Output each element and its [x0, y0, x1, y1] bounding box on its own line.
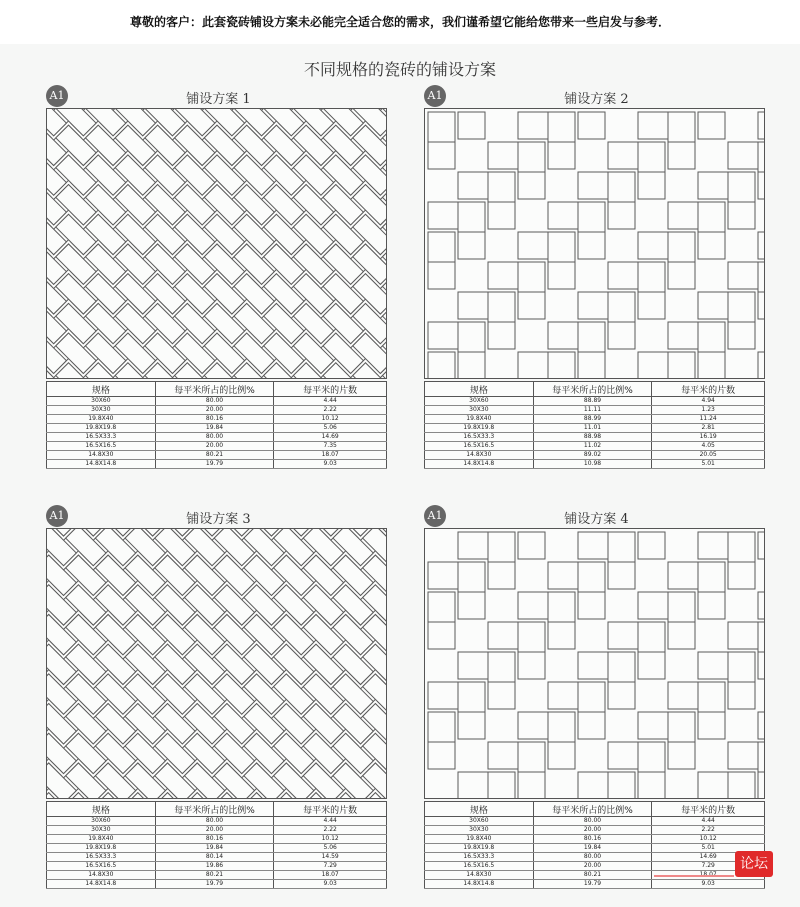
table-row: [47, 397, 387, 406]
table-row: [47, 826, 387, 835]
cell-ratio: 19.84: [155, 424, 274, 433]
table-row: [425, 826, 765, 835]
cell-ratio: 10.98: [533, 460, 652, 469]
header-spec: 规格: [425, 802, 534, 817]
spec-table: [424, 381, 765, 469]
tile: [548, 142, 575, 169]
table-row: [47, 835, 387, 844]
tile: [608, 202, 635, 229]
cell-count: 9.03: [274, 880, 387, 889]
spec-table: [46, 801, 387, 889]
header-ratio: 每平米所占的比例%: [155, 382, 274, 397]
tile: [518, 172, 545, 199]
header-spec: 规格: [47, 382, 156, 397]
table-row: [425, 835, 765, 844]
table-row: [425, 817, 765, 826]
tile: [698, 712, 725, 739]
header-ratio: 每平米所占的比例%: [155, 802, 274, 817]
cell-spec: 14.8X14.8: [47, 880, 156, 889]
tile: [638, 652, 665, 679]
tile: [608, 322, 635, 349]
tile: [428, 142, 455, 169]
header-spec: 规格: [47, 802, 156, 817]
tile: [458, 592, 485, 619]
cell-spec: 19.8X19.8: [47, 844, 156, 853]
cell-count: 2.22: [274, 406, 387, 415]
cell-count: 5.01: [652, 460, 765, 469]
table-row: [47, 442, 387, 451]
cell-spec: 30X60: [425, 397, 534, 406]
tile: [758, 532, 764, 559]
tile: [488, 682, 515, 709]
tile: [758, 292, 764, 319]
cell-count: 20.05: [652, 451, 765, 460]
cell-count: 5.06: [274, 424, 387, 433]
cell-spec: 30X60: [47, 817, 156, 826]
cell-spec: 16.5X33.3: [47, 433, 156, 442]
tile: [728, 202, 755, 229]
cell-ratio: 80.00: [155, 433, 274, 442]
tile: [488, 772, 515, 798]
cell-ratio: 11.11: [533, 406, 652, 415]
cell-ratio: 11.01: [533, 424, 652, 433]
tile: [668, 742, 695, 769]
cell-ratio: 80.00: [155, 397, 274, 406]
tile: [758, 712, 764, 739]
tile-pattern-drawing: [47, 109, 386, 378]
cell-spec: 19.8X19.8: [425, 424, 534, 433]
table-row: [425, 406, 765, 415]
scheme-panel-2: [424, 85, 769, 475]
cell-ratio: 80.00: [155, 817, 274, 826]
tile: [428, 352, 455, 378]
cell-ratio: 19.79: [533, 880, 652, 889]
table-row: [47, 871, 387, 880]
scheme-title: 铺设方案 3: [186, 512, 251, 527]
tile: [578, 232, 605, 259]
cell-spec: 19.8X19.8: [47, 424, 156, 433]
cell-ratio: 20.00: [155, 442, 274, 451]
table-row: [47, 844, 387, 853]
cell-spec: 14.8X14.8: [47, 460, 156, 469]
tile: [578, 112, 605, 139]
header-spec: 规格: [425, 382, 534, 397]
tile: [578, 352, 605, 378]
tile: [758, 772, 764, 798]
cell-ratio: 89.02: [533, 451, 652, 460]
cell-ratio: 80.14: [155, 853, 274, 862]
cell-count: 10.12: [652, 835, 765, 844]
tile: [608, 772, 635, 798]
tile: [578, 712, 605, 739]
scheme-title: 铺设方案 1: [186, 92, 251, 107]
cell-count: 14.59: [274, 853, 387, 862]
cell-spec: 16.5X33.3: [47, 853, 156, 862]
tile: [518, 532, 545, 559]
tile: [728, 562, 755, 589]
tile: [488, 202, 515, 229]
tile: [518, 292, 545, 319]
cell-spec: 30X60: [425, 817, 534, 826]
watermark-underline: [654, 875, 734, 877]
tile: [638, 772, 665, 798]
tile: [758, 592, 764, 619]
cell-count: 4.94: [652, 397, 765, 406]
tile-pattern-grid: [424, 528, 765, 799]
cell-spec: 19.8X40: [47, 415, 156, 424]
cell-ratio: 19.79: [155, 460, 274, 469]
cell-spec: 14.8X14.8: [425, 880, 534, 889]
cell-spec: 30X60: [47, 397, 156, 406]
tile: [458, 352, 485, 378]
cell-count: 7.35: [274, 442, 387, 451]
table-row: [47, 406, 387, 415]
cell-ratio: 88.99: [533, 415, 652, 424]
header-ratio: 每平米所占的比例%: [533, 382, 652, 397]
tile: [758, 352, 764, 378]
table-row: [425, 451, 765, 460]
cell-spec: 30X30: [47, 406, 156, 415]
cell-count: 4.44: [652, 817, 765, 826]
cell-count: 11.24: [652, 415, 765, 424]
cell-ratio: 20.00: [155, 826, 274, 835]
cell-ratio: 20.00: [155, 406, 274, 415]
tile: [668, 352, 695, 378]
table-row: [47, 853, 387, 862]
scheme-title: 铺设方案 4: [564, 512, 629, 527]
cell-count: 10.12: [274, 835, 387, 844]
tile: [578, 592, 605, 619]
cell-count: 4.44: [274, 397, 387, 406]
tile: [668, 142, 695, 169]
cell-spec: 14.8X30: [425, 871, 534, 880]
cell-count: 2.81: [652, 424, 765, 433]
cell-spec: 30X30: [425, 406, 534, 415]
cell-ratio: 80.00: [533, 817, 652, 826]
tile: [728, 682, 755, 709]
header-count: 每平米的片数: [652, 802, 765, 817]
tile: [428, 742, 455, 769]
cell-count: 1.23: [652, 406, 765, 415]
cell-ratio: 19.86: [155, 862, 274, 871]
cell-ratio: 19.84: [533, 844, 652, 853]
tile: [548, 622, 575, 649]
tile: [548, 352, 575, 378]
cell-ratio: 19.84: [155, 844, 274, 853]
cell-spec: 16.5X16.5: [425, 442, 534, 451]
table-row: [425, 460, 765, 469]
tile-pattern-drawing: [47, 529, 386, 798]
cell-spec: 14.8X30: [47, 871, 156, 880]
tile: [698, 592, 725, 619]
cell-ratio: 80.21: [155, 451, 274, 460]
page-title: 不同规格的瓷砖的铺设方案: [303, 60, 496, 79]
header-count: 每平米的片数: [274, 382, 387, 397]
table-row: [47, 433, 387, 442]
scheme-badge: A1: [424, 505, 446, 527]
cell-count: 9.03: [274, 460, 387, 469]
tile: [548, 742, 575, 769]
header-ratio: 每平米所占的比例%: [533, 802, 652, 817]
tile: [458, 232, 485, 259]
cell-spec: 16.5X16.5: [47, 442, 156, 451]
table-row: [425, 862, 765, 871]
cell-spec: 14.8X30: [425, 451, 534, 460]
cell-spec: 19.8X19.8: [425, 844, 534, 853]
cell-count: 14.69: [652, 853, 765, 862]
table-row: [425, 880, 765, 889]
cell-spec: 14.8X30: [47, 451, 156, 460]
cell-count: 9.03: [652, 880, 765, 889]
tile: [428, 262, 455, 289]
cell-count: 4.44: [274, 817, 387, 826]
tile-pattern-herringbone: [46, 528, 387, 799]
tile: [728, 772, 755, 798]
table-row: [47, 415, 387, 424]
cell-spec: 16.5X33.3: [425, 853, 534, 862]
tile: [698, 112, 725, 139]
cell-spec: 16.5X33.3: [425, 433, 534, 442]
cell-count: 2.22: [652, 826, 765, 835]
cell-ratio: 80.21: [533, 871, 652, 880]
table-row: [425, 424, 765, 433]
tile: [668, 622, 695, 649]
cell-count: 5.06: [274, 844, 387, 853]
tile-pattern-drawing: [425, 109, 764, 378]
cell-ratio: 80.21: [155, 871, 274, 880]
cell-spec: 30X30: [47, 826, 156, 835]
cell-spec: 16.5X16.5: [425, 862, 534, 871]
scheme-badge: A1: [46, 505, 68, 527]
table-row: [47, 862, 387, 871]
cell-count: 10.12: [274, 415, 387, 424]
tile: [608, 562, 635, 589]
cell-ratio: 88.98: [533, 433, 652, 442]
tile-pattern-drawing: [425, 529, 764, 798]
cell-spec: 19.8X40: [425, 835, 534, 844]
cell-count: 7.29: [274, 862, 387, 871]
cell-count: 7.29: [652, 862, 765, 871]
cell-count: 18.07: [274, 871, 387, 880]
cell-count: 5.01: [652, 844, 765, 853]
table-row: [47, 424, 387, 433]
cell-ratio: 11.02: [533, 442, 652, 451]
scheme-title: 铺设方案 2: [564, 92, 629, 107]
cell-ratio: 19.79: [155, 880, 274, 889]
cell-count: 2.22: [274, 826, 387, 835]
tile-pattern-grid: [424, 108, 765, 379]
cell-count: 16.19: [652, 433, 765, 442]
header-count: 每平米的片数: [274, 802, 387, 817]
tile: [638, 532, 665, 559]
spec-table: [46, 381, 387, 469]
tile: [548, 262, 575, 289]
scheme-panel-1: [46, 85, 391, 475]
cell-ratio: 80.16: [155, 415, 274, 424]
tile: [758, 232, 764, 259]
tile: [698, 232, 725, 259]
cell-ratio: 80.00: [533, 853, 652, 862]
cell-count: 18.07: [274, 451, 387, 460]
cell-ratio: 80.16: [533, 835, 652, 844]
table-row: [425, 844, 765, 853]
tile: [488, 322, 515, 349]
tile: [638, 172, 665, 199]
scheme-badge: A1: [424, 85, 446, 107]
cell-ratio: 20.00: [533, 826, 652, 835]
cell-count: 14.69: [274, 433, 387, 442]
table-row: [47, 817, 387, 826]
table-row: [425, 397, 765, 406]
tile: [668, 262, 695, 289]
cell-spec: 19.8X40: [425, 415, 534, 424]
tile: [518, 652, 545, 679]
cell-ratio: 20.00: [533, 862, 652, 871]
table-row: [47, 451, 387, 460]
tile-pattern-herringbone: [46, 108, 387, 379]
cell-ratio: 80.16: [155, 835, 274, 844]
cell-count: 4.05: [652, 442, 765, 451]
table-row: [425, 442, 765, 451]
table-row: [425, 433, 765, 442]
tile: [518, 772, 545, 798]
watermark-logo: 论坛: [735, 851, 773, 877]
table-row: [47, 880, 387, 889]
scheme-panel-4: [424, 505, 769, 895]
cell-spec: 19.8X40: [47, 835, 156, 844]
cell-spec: 14.8X14.8: [425, 460, 534, 469]
tile: [458, 712, 485, 739]
tile: [728, 322, 755, 349]
header-count: 每平米的片数: [652, 382, 765, 397]
scheme-badge: A1: [46, 85, 68, 107]
tile: [758, 172, 764, 199]
tile: [698, 352, 725, 378]
notice-text: 尊敬的客户：此套瓷砖铺设方案未必能完全适合您的需求，我们谨希望它能给您带来一些启发与参考．: [0, 0, 800, 44]
table-row: [47, 460, 387, 469]
tile: [458, 112, 485, 139]
table-row: [425, 415, 765, 424]
scheme-panel-3: [46, 505, 391, 895]
tile: [428, 622, 455, 649]
tile: [758, 652, 764, 679]
tile: [758, 112, 764, 139]
tile: [488, 562, 515, 589]
table-row: [425, 853, 765, 862]
cell-spec: 30X30: [425, 826, 534, 835]
cell-ratio: 88.89: [533, 397, 652, 406]
cell-spec: 16.5X16.5: [47, 862, 156, 871]
tile: [608, 682, 635, 709]
tile: [638, 292, 665, 319]
